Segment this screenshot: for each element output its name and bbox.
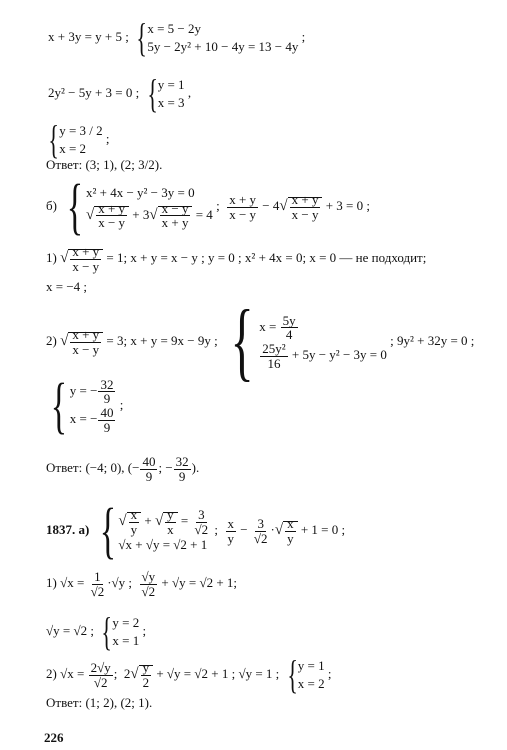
system: { x² + 4x − y² − 3y = 0 √ $\frac{x + y}{x - y}$ + 3√ $\frac{x - y}{x + y}$ = 4 [60, 176, 213, 238]
step-q2: √y = √2 ; { y = 2 x = 1 ; [46, 609, 147, 654]
system: { x = $\frac{5y}{4}$ $\frac{\text{25y²}}{16}$ + 5y − y² − 3y = 0 [230, 293, 387, 390]
sys-row: x = 5 − 2y [147, 21, 201, 37]
system: { y = 1 x = 3 [146, 71, 185, 116]
step-2: 2) √ $\frac{x + y}{x - y}$ = 3; x + y = 9x − 9y ; { x = $\frac{5y}{4}$ $\frac{\text{25y²}}{16}$ + 5y − y² − 3y = 0 ; 9y² + 32y = 0 ; [46, 298, 474, 386]
problem-1837: 1837. а) { √ $\frac{x}{y}$ + √ $\frac{y}{x}$ = $\frac{3}{√2}$ √x + √y = √2 + 1 ; $\frac{x}{y}$ − $\frac{3}{√2}$ ·√ $\frac{x}{y}$ + 1 = 0 ; [46, 500, 345, 562]
step-1-result: x = −4 ; [46, 279, 88, 294]
step-1: 1) √ $\frac{x + y}{x - y}$ = 1; x + y = x − y ; y = 0 ; x² + 4x = 0; x = 0 — не подходит; [46, 245, 426, 273]
sys-row: x = 3 [157, 95, 185, 110]
sys-row: √ $\frac{x + y}{x - y}$ + 3√ $\frac{x - y}{x + y}$ = 4 [86, 202, 213, 230]
punct: , [187, 84, 192, 100]
sys-row: y = 1 [157, 77, 185, 93]
answer-3: Ответ: (1; 2), (2; 1). [46, 695, 153, 710]
eq-line-1 [48, 15, 306, 60]
eq-text: 2y² − 5y + 3 = 0 ; [48, 84, 140, 100]
punct: ; [105, 130, 110, 146]
system: { y = 3 / 2 x = 2 [48, 117, 103, 162]
eq-line-3 [44, 117, 110, 162]
answer-1: Ответ: (3; 1), (2; 3/2). [46, 157, 163, 172]
eq-text: x + 3y = y + 5 ; [48, 28, 129, 44]
step-q1: 1) √x = $\frac{1}{√2}$ ·√y ; $\frac{√y}{√2}$ + √y = √2 + 1; [46, 569, 238, 599]
problem-b: б) { x² + 4x − y² − 3y = 0 √ $\frac{x + y}{x - y}$ + 3√ $\frac{x - y}{x + y}$ = 4 ; $\frac{x + y}{x - y}$ − 4√ $\frac{x + y}{x - y}$ + 3 = 0 ; [46, 176, 370, 238]
sys-row: 5y − 2y² + 10 − 4y = 13 − 4y [147, 39, 299, 54]
step-q3: 2) √x = $\frac{2√y}{√2}$ ; 2√ $\frac{y}{2}$ + √y = √2 + 1 ; √y = 1 ; { y = 1 x = 2 ; [46, 655, 331, 695]
sys-row: y = 3 / 2 [59, 123, 103, 139]
sys-row: x² + 4x − y² − 3y = 0 [85, 185, 195, 201]
label: б) [46, 197, 57, 213]
page-number: 226 [44, 730, 64, 745]
answer-2: Ответ: (−4; 0), (− $\frac{40}{9}$ ; − $\frac{32}{9}$ ). [46, 454, 200, 484]
fraction: $\frac{x + y}{x - y}$ [229, 191, 257, 222]
eq-line-2 [48, 71, 192, 116]
system: { x = 5 − 2y 5y − 2y² + 10 − 4y = 13 − 4y [136, 15, 299, 60]
step-2-result: { y = − $\frac{32}{9}$ x = − $\frac{40}{9}$ ; [50, 372, 124, 440]
sys-row: x = 2 [59, 141, 87, 156]
punct: ; [301, 28, 306, 44]
